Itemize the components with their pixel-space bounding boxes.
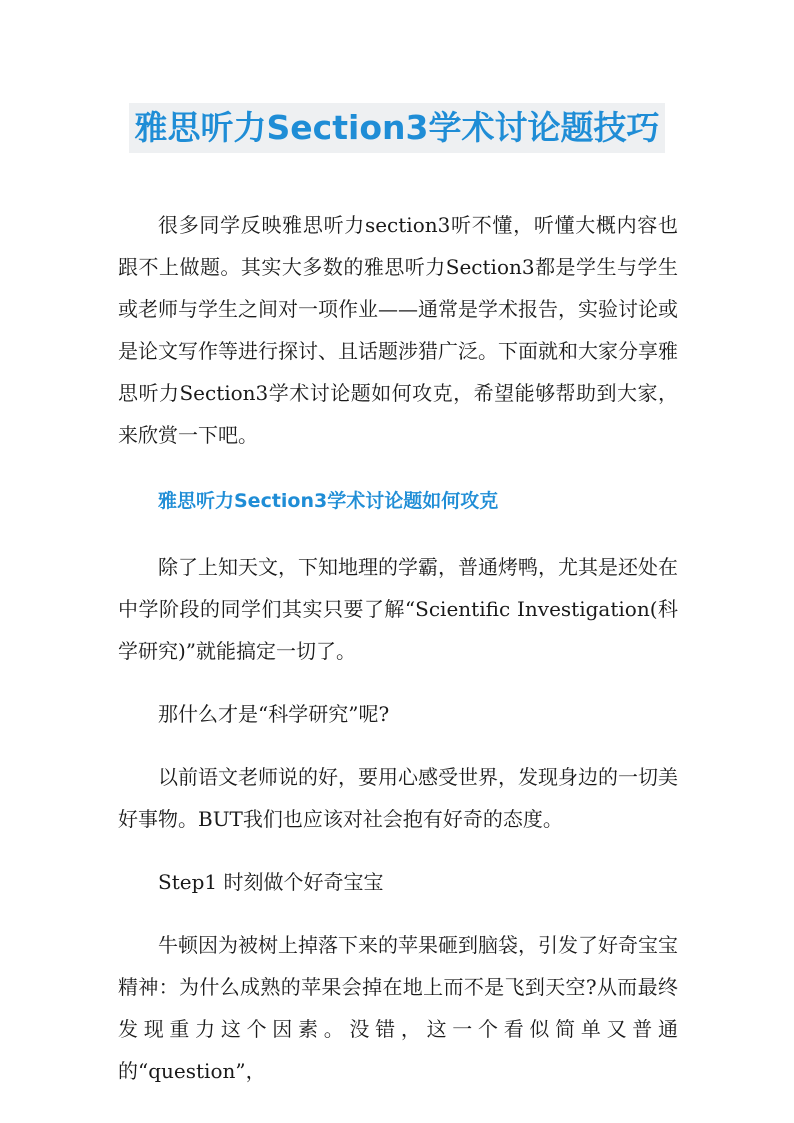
body-paragraph-4: 牛顿因为被树上掉落下来的苹果砸到脑袋，引发了好奇宝宝精神：为什么成熟的苹果会掉在地上而不是飞到天空?从而最终发现重力这个因素。没错，这一个看似简单又普通的“question”，: [118, 933, 678, 1083]
step-heading: Step1 时刻做个好奇宝宝: [158, 870, 384, 894]
body-paragraph-2: 那什么才是“科学研究”呢?: [158, 702, 390, 726]
title-wrap: [0, 103, 794, 153]
section-subheading: 雅思听力Section3学术讨论题如何攻克: [158, 490, 499, 512]
document-title: 雅思听力Section3学术讨论题技巧: [129, 103, 666, 153]
intro-paragraph: 很多同学反映雅思听力section3听不懂，听懂大概内容也跟不上做题。其实大多数的雅思听力Section3都是学生与学生或老师与学生之间对一项作业——通常是学术报告，实验讨论或是论文写作等进行探讨、且话题涉猎广泛。下面就和大家分享雅思听力Section3学术讨论题如何攻克，希望能够帮助到大家，来欣赏一下吧。: [118, 213, 678, 447]
document-body: [118, 204, 678, 1092]
body-paragraph-3: 以前语文老师说的好，要用心感受世界，发现身边的一切美好事物。BUT我们也应该对社会抱有好奇的态度。: [118, 765, 678, 831]
body-paragraph-1: 除了上知天文，下知地理的学霸，普通烤鸭，尤其是还处在中学阶段的同学们其实只要了解“Scientific Investigation(科学研究)”就能搞定一切了。: [118, 555, 678, 663]
